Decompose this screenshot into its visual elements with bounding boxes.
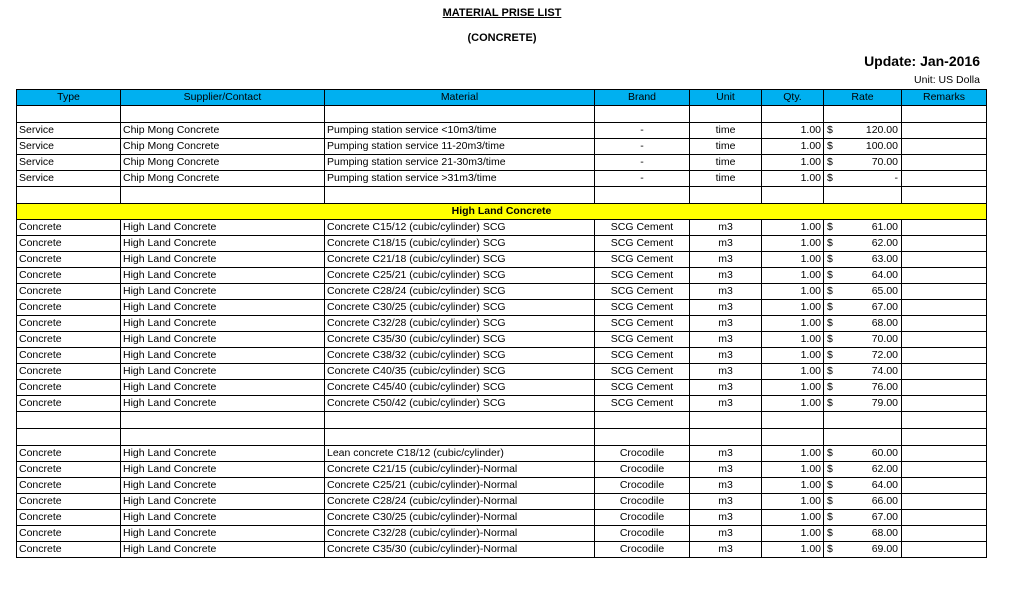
- empty-cell: [840, 106, 902, 123]
- empty-cell: [762, 412, 824, 429]
- cell-material: Concrete C35/30 (cubic/cylinder)-Normal: [325, 542, 595, 558]
- cell-brand: Crocodile: [595, 494, 690, 510]
- cell-rate: 67.00: [840, 510, 902, 526]
- cell-unit: time: [690, 123, 762, 139]
- empty-cell: [595, 412, 690, 429]
- empty-cell: [690, 412, 762, 429]
- update-date: Update: Jan-2016: [864, 53, 980, 69]
- cell-unit: m3: [690, 510, 762, 526]
- cell-supplier: High Land Concrete: [121, 220, 325, 236]
- table-row: [17, 155, 987, 171]
- cell-supplier: High Land Concrete: [121, 364, 325, 380]
- cell-supplier: High Land Concrete: [121, 510, 325, 526]
- cell-currency: $: [824, 316, 840, 332]
- cell-remarks: [902, 316, 987, 332]
- cell-currency: $: [824, 446, 840, 462]
- table-row: [17, 284, 987, 300]
- cell-brand: SCG Cement: [595, 364, 690, 380]
- cell-qty: 1.00: [762, 332, 824, 348]
- cell-unit: m3: [690, 446, 762, 462]
- cell-qty: 1.00: [762, 284, 824, 300]
- cell-brand: SCG Cement: [595, 348, 690, 364]
- table-row: [17, 542, 987, 558]
- empty-cell: [17, 187, 121, 204]
- cell-qty: 1.00: [762, 364, 824, 380]
- cell-rate: 69.00: [840, 542, 902, 558]
- cell-type: Service: [17, 155, 121, 171]
- section-row: [17, 204, 987, 220]
- cell-brand: SCG Cement: [595, 236, 690, 252]
- cell-brand: SCG Cement: [595, 284, 690, 300]
- blank-row: [17, 429, 987, 446]
- cell-supplier: High Land Concrete: [121, 332, 325, 348]
- table-row: [17, 478, 987, 494]
- cell-currency: $: [824, 380, 840, 396]
- cell-type: Concrete: [17, 236, 121, 252]
- price-table: [16, 89, 987, 558]
- empty-cell: [121, 106, 325, 123]
- cell-supplier: High Land Concrete: [121, 252, 325, 268]
- empty-cell: [690, 106, 762, 123]
- cell-remarks: [902, 380, 987, 396]
- cell-rate: 67.00: [840, 300, 902, 316]
- cell-supplier: High Land Concrete: [121, 478, 325, 494]
- cell-type: Concrete: [17, 526, 121, 542]
- empty-cell: [325, 412, 595, 429]
- empty-cell: [762, 106, 824, 123]
- cell-currency: $: [824, 139, 840, 155]
- table-row: [17, 300, 987, 316]
- cell-rate: 68.00: [840, 316, 902, 332]
- cell-qty: 1.00: [762, 316, 824, 332]
- cell-remarks: [902, 155, 987, 171]
- cell-unit: m3: [690, 478, 762, 494]
- cell-material: Pumping station service >31m3/time: [325, 171, 595, 187]
- cell-remarks: [902, 268, 987, 284]
- cell-qty: 1.00: [762, 236, 824, 252]
- cell-type: Concrete: [17, 268, 121, 284]
- empty-cell: [595, 187, 690, 204]
- cell-brand: Crocodile: [595, 446, 690, 462]
- empty-cell: [690, 429, 762, 446]
- empty-cell: [824, 187, 840, 204]
- cell-supplier: High Land Concrete: [121, 446, 325, 462]
- cell-rate: 72.00: [840, 348, 902, 364]
- empty-cell: [595, 106, 690, 123]
- table-row: [17, 139, 987, 155]
- cell-currency: $: [824, 542, 840, 558]
- cell-type: Concrete: [17, 446, 121, 462]
- cell-qty: 1.00: [762, 462, 824, 478]
- cell-material: Lean concrete C18/12 (cubic/cylinder): [325, 446, 595, 462]
- cell-currency: $: [824, 348, 840, 364]
- header-row: [17, 90, 987, 106]
- cell-supplier: High Land Concrete: [121, 494, 325, 510]
- cell-brand: SCG Cement: [595, 268, 690, 284]
- table-row: [17, 364, 987, 380]
- cell-brand: -: [595, 139, 690, 155]
- cell-unit: m3: [690, 252, 762, 268]
- page-title: MATERIAL PRISE LIST: [442, 7, 562, 19]
- cell-qty: 1.00: [762, 252, 824, 268]
- col-material: Material: [325, 90, 595, 106]
- table-row: [17, 316, 987, 332]
- cell-material: Concrete C15/12 (cubic/cylinder) SCG: [325, 220, 595, 236]
- cell-material: Concrete C30/25 (cubic/cylinder)-Normal: [325, 510, 595, 526]
- cell-rate: 61.00: [840, 220, 902, 236]
- cell-type: Concrete: [17, 348, 121, 364]
- table-row: [17, 526, 987, 542]
- table-row: [17, 220, 987, 236]
- cell-unit: m3: [690, 364, 762, 380]
- cell-currency: $: [824, 123, 840, 139]
- cell-type: Concrete: [17, 380, 121, 396]
- table-row: [17, 462, 987, 478]
- cell-rate: 64.00: [840, 268, 902, 284]
- cell-material: Concrete C35/30 (cubic/cylinder) SCG: [325, 332, 595, 348]
- col-type: Type: [17, 90, 121, 106]
- cell-unit: m3: [690, 462, 762, 478]
- cell-remarks: [902, 462, 987, 478]
- cell-supplier: High Land Concrete: [121, 300, 325, 316]
- empty-cell: [902, 106, 987, 123]
- cell-rate: -: [840, 171, 902, 187]
- empty-cell: [840, 412, 902, 429]
- cell-type: Concrete: [17, 284, 121, 300]
- cell-type: Service: [17, 139, 121, 155]
- cell-brand: SCG Cement: [595, 300, 690, 316]
- cell-remarks: [902, 332, 987, 348]
- cell-brand: -: [595, 123, 690, 139]
- cell-brand: Crocodile: [595, 478, 690, 494]
- cell-supplier: High Land Concrete: [121, 316, 325, 332]
- cell-material: Concrete C32/28 (cubic/cylinder)-Normal: [325, 526, 595, 542]
- cell-unit: m3: [690, 348, 762, 364]
- cell-unit: m3: [690, 220, 762, 236]
- cell-currency: $: [824, 268, 840, 284]
- empty-cell: [902, 187, 987, 204]
- currency-unit: Unit: US Dolla: [914, 74, 980, 86]
- empty-cell: [840, 187, 902, 204]
- table-row: [17, 396, 987, 412]
- cell-remarks: [902, 364, 987, 380]
- cell-supplier: High Land Concrete: [121, 348, 325, 364]
- cell-rate: 79.00: [840, 396, 902, 412]
- cell-unit: m3: [690, 300, 762, 316]
- cell-unit: m3: [690, 542, 762, 558]
- cell-currency: $: [824, 284, 840, 300]
- cell-type: Concrete: [17, 332, 121, 348]
- cell-unit: time: [690, 139, 762, 155]
- empty-cell: [762, 187, 824, 204]
- empty-cell: [902, 429, 987, 446]
- cell-remarks: [902, 300, 987, 316]
- cell-unit: m3: [690, 284, 762, 300]
- empty-cell: [17, 106, 121, 123]
- cell-currency: $: [824, 478, 840, 494]
- cell-rate: 64.00: [840, 478, 902, 494]
- cell-qty: 1.00: [762, 542, 824, 558]
- col-remarks: Remarks: [902, 90, 987, 106]
- cell-remarks: [902, 348, 987, 364]
- table-row: [17, 380, 987, 396]
- cell-type: Concrete: [17, 542, 121, 558]
- empty-cell: [690, 187, 762, 204]
- cell-brand: SCG Cement: [595, 252, 690, 268]
- cell-rate: 65.00: [840, 284, 902, 300]
- cell-supplier: Chip Mong Concrete: [121, 139, 325, 155]
- col-supplier: Supplier/Contact: [121, 90, 325, 106]
- col-brand: Brand: [595, 90, 690, 106]
- cell-material: Concrete C21/18 (cubic/cylinder) SCG: [325, 252, 595, 268]
- table-row: [17, 268, 987, 284]
- empty-cell: [17, 429, 121, 446]
- cell-remarks: [902, 446, 987, 462]
- cell-qty: 1.00: [762, 171, 824, 187]
- cell-type: Service: [17, 123, 121, 139]
- cell-currency: $: [824, 252, 840, 268]
- table-row: [17, 510, 987, 526]
- cell-qty: 1.00: [762, 348, 824, 364]
- cell-unit: time: [690, 155, 762, 171]
- empty-cell: [840, 429, 902, 446]
- cell-unit: time: [690, 171, 762, 187]
- cell-qty: 1.00: [762, 268, 824, 284]
- cell-unit: m3: [690, 268, 762, 284]
- page-subtitle: (CONCRETE): [467, 32, 537, 44]
- table-row: [17, 446, 987, 462]
- cell-rate: 70.00: [840, 155, 902, 171]
- cell-supplier: Chip Mong Concrete: [121, 171, 325, 187]
- cell-supplier: High Land Concrete: [121, 380, 325, 396]
- table-row: [17, 123, 987, 139]
- cell-material: Concrete C25/21 (cubic/cylinder)-Normal: [325, 478, 595, 494]
- cell-material: Concrete C21/15 (cubic/cylinder)-Normal: [325, 462, 595, 478]
- cell-supplier: High Land Concrete: [121, 236, 325, 252]
- cell-supplier: Chip Mong Concrete: [121, 123, 325, 139]
- cell-supplier: High Land Concrete: [121, 462, 325, 478]
- cell-qty: 1.00: [762, 510, 824, 526]
- cell-material: Concrete C50/42 (cubic/cylinder) SCG: [325, 396, 595, 412]
- cell-qty: 1.00: [762, 300, 824, 316]
- cell-type: Concrete: [17, 494, 121, 510]
- cell-currency: $: [824, 364, 840, 380]
- cell-supplier: Chip Mong Concrete: [121, 155, 325, 171]
- cell-material: Pumping station service 11-20m3/time: [325, 139, 595, 155]
- cell-qty: 1.00: [762, 396, 824, 412]
- cell-material: Pumping station service 21-30m3/time: [325, 155, 595, 171]
- cell-brand: SCG Cement: [595, 332, 690, 348]
- cell-remarks: [902, 171, 987, 187]
- cell-material: Concrete C45/40 (cubic/cylinder) SCG: [325, 380, 595, 396]
- cell-material: Concrete C28/24 (cubic/cylinder)-Normal: [325, 494, 595, 510]
- cell-brand: SCG Cement: [595, 316, 690, 332]
- cell-remarks: [902, 139, 987, 155]
- cell-rate: 76.00: [840, 380, 902, 396]
- table-row: [17, 494, 987, 510]
- cell-brand: -: [595, 155, 690, 171]
- empty-cell: [824, 106, 840, 123]
- empty-cell: [824, 412, 840, 429]
- cell-brand: Crocodile: [595, 510, 690, 526]
- cell-rate: 62.00: [840, 462, 902, 478]
- cell-rate: 70.00: [840, 332, 902, 348]
- cell-currency: $: [824, 462, 840, 478]
- cell-qty: 1.00: [762, 478, 824, 494]
- empty-cell: [121, 429, 325, 446]
- cell-type: Service: [17, 171, 121, 187]
- cell-material: Concrete C32/28 (cubic/cylinder) SCG: [325, 316, 595, 332]
- cell-rate: 63.00: [840, 252, 902, 268]
- cell-brand: Crocodile: [595, 542, 690, 558]
- cell-remarks: [902, 494, 987, 510]
- cell-currency: $: [824, 526, 840, 542]
- cell-qty: 1.00: [762, 380, 824, 396]
- cell-brand: SCG Cement: [595, 380, 690, 396]
- cell-remarks: [902, 510, 987, 526]
- cell-type: Concrete: [17, 510, 121, 526]
- cell-unit: m3: [690, 396, 762, 412]
- cell-material: Concrete C40/35 (cubic/cylinder) SCG: [325, 364, 595, 380]
- cell-supplier: High Land Concrete: [121, 526, 325, 542]
- cell-type: Concrete: [17, 462, 121, 478]
- cell-supplier: High Land Concrete: [121, 284, 325, 300]
- cell-unit: m3: [690, 380, 762, 396]
- table-row: [17, 332, 987, 348]
- cell-qty: 1.00: [762, 139, 824, 155]
- cell-material: Concrete C25/21 (cubic/cylinder) SCG: [325, 268, 595, 284]
- cell-rate: 100.00: [840, 139, 902, 155]
- empty-cell: [121, 187, 325, 204]
- cell-unit: m3: [690, 332, 762, 348]
- cell-rate: 62.00: [840, 236, 902, 252]
- cell-remarks: [902, 252, 987, 268]
- cell-type: Concrete: [17, 316, 121, 332]
- col-qty: Qty.: [762, 90, 824, 106]
- cell-material: Concrete C30/25 (cubic/cylinder) SCG: [325, 300, 595, 316]
- cell-brand: Crocodile: [595, 462, 690, 478]
- cell-qty: 1.00: [762, 526, 824, 542]
- empty-cell: [121, 412, 325, 429]
- cell-rate: 68.00: [840, 526, 902, 542]
- cell-brand: SCG Cement: [595, 220, 690, 236]
- table-row: [17, 171, 987, 187]
- cell-qty: 1.00: [762, 446, 824, 462]
- cell-currency: $: [824, 171, 840, 187]
- section-title: High Land Concrete: [17, 204, 987, 220]
- cell-remarks: [902, 542, 987, 558]
- empty-cell: [325, 106, 595, 123]
- cell-brand: Crocodile: [595, 526, 690, 542]
- cell-currency: $: [824, 332, 840, 348]
- cell-unit: m3: [690, 494, 762, 510]
- cell-material: Pumping station service <10m3/time: [325, 123, 595, 139]
- cell-unit: m3: [690, 236, 762, 252]
- cell-material: Concrete C38/32 (cubic/cylinder) SCG: [325, 348, 595, 364]
- empty-cell: [762, 429, 824, 446]
- cell-remarks: [902, 220, 987, 236]
- cell-brand: SCG Cement: [595, 396, 690, 412]
- cell-currency: $: [824, 155, 840, 171]
- cell-type: Concrete: [17, 478, 121, 494]
- empty-cell: [824, 429, 840, 446]
- cell-brand: -: [595, 171, 690, 187]
- cell-rate: 74.00: [840, 364, 902, 380]
- table-row: [17, 236, 987, 252]
- cell-qty: 1.00: [762, 220, 824, 236]
- cell-rate: 120.00: [840, 123, 902, 139]
- cell-material: Concrete C28/24 (cubic/cylinder) SCG: [325, 284, 595, 300]
- cell-remarks: [902, 123, 987, 139]
- empty-cell: [325, 187, 595, 204]
- cell-rate: 60.00: [840, 446, 902, 462]
- blank-row: [17, 412, 987, 429]
- cell-qty: 1.00: [762, 494, 824, 510]
- cell-type: Concrete: [17, 396, 121, 412]
- cell-currency: $: [824, 396, 840, 412]
- cell-qty: 1.00: [762, 155, 824, 171]
- cell-remarks: [902, 526, 987, 542]
- cell-type: Concrete: [17, 364, 121, 380]
- cell-remarks: [902, 396, 987, 412]
- cell-type: Concrete: [17, 252, 121, 268]
- cell-supplier: High Land Concrete: [121, 396, 325, 412]
- cell-type: Concrete: [17, 220, 121, 236]
- empty-cell: [17, 412, 121, 429]
- col-unit: Unit: [690, 90, 762, 106]
- cell-supplier: High Land Concrete: [121, 268, 325, 284]
- empty-cell: [902, 412, 987, 429]
- cell-currency: $: [824, 236, 840, 252]
- blank-row: [17, 187, 987, 204]
- cell-unit: m3: [690, 526, 762, 542]
- cell-remarks: [902, 478, 987, 494]
- cell-qty: 1.00: [762, 123, 824, 139]
- cell-rate: 66.00: [840, 494, 902, 510]
- cell-material: Concrete C18/15 (cubic/cylinder) SCG: [325, 236, 595, 252]
- cell-remarks: [902, 284, 987, 300]
- cell-currency: $: [824, 494, 840, 510]
- cell-currency: $: [824, 300, 840, 316]
- empty-cell: [325, 429, 595, 446]
- cell-currency: $: [824, 510, 840, 526]
- cell-unit: m3: [690, 316, 762, 332]
- col-rate: Rate: [824, 90, 902, 106]
- blank-row: [17, 106, 987, 123]
- cell-currency: $: [824, 220, 840, 236]
- cell-supplier: High Land Concrete: [121, 542, 325, 558]
- table-row: [17, 348, 987, 364]
- cell-type: Concrete: [17, 300, 121, 316]
- cell-remarks: [902, 236, 987, 252]
- empty-cell: [595, 429, 690, 446]
- table-row: [17, 252, 987, 268]
